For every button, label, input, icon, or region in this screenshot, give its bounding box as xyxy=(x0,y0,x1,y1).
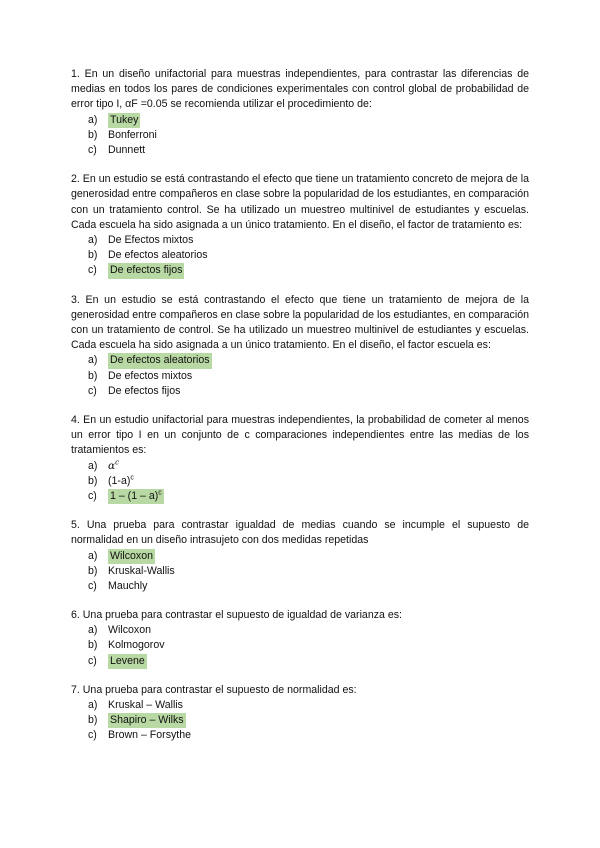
option-text: De Efectos mixtos xyxy=(108,233,194,246)
option-c: c) Dunnett xyxy=(88,143,529,158)
question-stem: 6. Una prueba para contrastar el supuesto de igualdad de varianza es: xyxy=(71,609,402,622)
question-1 xyxy=(71,67,529,158)
option-b: b) Shapiro – Wilks xyxy=(88,713,529,728)
option-formula: $\alpha^c$ xyxy=(108,458,120,472)
option-list xyxy=(71,698,529,744)
option-text: Brown – Forsythe xyxy=(108,729,192,742)
option-text: Kruskal-Wallis xyxy=(108,564,175,577)
option-text: Shapiro – Wilks xyxy=(108,713,186,728)
question-stem: 3. En un estudio se está contrastando el efecto que tiene un tratamiento de mejora de la generosidad entre compañeros en clase sobre la popularidad de los estudiantes, en comparación con un tratamiento de control. Se ha utilizado un muestreo multinivel de estudiantes y escuelas. Cada escuela ha sido asignada a un único tratamiento. En el diseño, el factor escuela es: xyxy=(71,293,529,352)
question-stem: 5. Una prueba para contrastar igualdad de medias cuando se incumple el supuesto de normalidad en un diseño intrasujeto con dos medidas repetidas xyxy=(71,519,529,547)
option-c: c) De efectos fijos xyxy=(88,263,529,278)
option-text: Kolmogorov xyxy=(108,639,165,652)
question-stem: 2. En un estudio se está contrastando el efecto que tiene un tratamiento concreto de mejora de la generosidad entre compañeros en clase sobre la popularidad de los estudiantes, en comparación con un tratamiento control. Se ha utilizado un muestreo multinivel de estudiantes y escuelas. Cada escuela ha sido asignada a un único tratamiento. En el diseño, el factor de tratamiento es: xyxy=(71,173,529,231)
question-stem: 7. Una prueba para contrastar el supuesto de normalidad es: xyxy=(71,683,357,696)
question-stem: 1. En un diseño unifactorial para muestras independientes, para contrastar las diferencias de medias en todos los pares de condiciones experimentales con control global de probabilidad de error tipo I, αF =0.05 se recomienda utilizar el procedimiento de: xyxy=(71,68,529,111)
option-a: a) De Efectos mixtos xyxy=(88,233,529,248)
option-a: a) Wilcoxon xyxy=(88,623,529,638)
option-a: a) De efectos aleatorios xyxy=(88,353,529,368)
question-7 xyxy=(71,683,529,744)
option-text: De efectos fijos xyxy=(108,263,184,278)
option-c: c) 1 – (1 – a)$^c$ xyxy=(88,489,529,504)
option-text: Mauchly xyxy=(108,579,148,592)
option-text: Tukey xyxy=(108,113,140,128)
option-text: De efectos fijos xyxy=(108,384,181,397)
option-list xyxy=(71,623,529,669)
option-a: a) Kruskal – Wallis xyxy=(88,698,529,713)
question-2 xyxy=(71,172,529,278)
option-list xyxy=(71,113,529,159)
option-a: a) Tukey xyxy=(88,113,529,128)
option-text: De efectos aleatorios xyxy=(108,353,212,368)
document-page xyxy=(71,67,529,758)
option-a: a) Wilcoxon xyxy=(88,549,529,564)
option-text: Levene xyxy=(108,654,147,669)
question-6 xyxy=(71,608,529,669)
option-text: Bonferroni xyxy=(108,128,157,141)
option-text: Kruskal – Wallis xyxy=(108,699,183,712)
option-b: b) $(1-a)^c$ xyxy=(88,474,529,489)
question-4 xyxy=(71,413,529,504)
option-a: a) $\alpha^c$ xyxy=(88,459,529,474)
question-3 xyxy=(71,293,529,399)
option-list xyxy=(71,459,529,505)
option-formula: $(1-a)^c$ xyxy=(108,474,134,487)
option-formula: 1 – (1 – a)$^c$ xyxy=(108,489,164,504)
option-list xyxy=(71,353,529,399)
question-stem: 4. En un estudio unifactorial para muestras independientes, la probabilidad de cometer al menos un error tipo I en un conjunto de c comparaciones independientes entre las medias de los tratamientos es: xyxy=(71,413,529,457)
option-b: b) Bonferroni xyxy=(88,128,529,143)
option-b: b) Kruskal-Wallis xyxy=(88,564,529,579)
option-text: Wilcoxon xyxy=(108,624,151,637)
option-text: Dunnett xyxy=(108,143,146,156)
option-b: b) Kolmogorov xyxy=(88,638,529,653)
option-list xyxy=(71,233,529,279)
option-text: De efectos aleatorios xyxy=(108,249,208,262)
question-5 xyxy=(71,518,529,594)
option-text: Wilcoxon xyxy=(108,549,155,564)
option-c: c) De efectos fijos xyxy=(88,384,529,399)
option-c: c) Mauchly xyxy=(88,579,529,594)
option-c: c) Brown – Forsythe xyxy=(88,728,529,743)
option-list xyxy=(71,549,529,595)
option-b: b) De efectos mixtos xyxy=(88,369,529,384)
option-c: c) Levene xyxy=(88,654,529,669)
option-b: b) De efectos aleatorios xyxy=(88,248,529,263)
option-text: De efectos mixtos xyxy=(108,369,193,382)
